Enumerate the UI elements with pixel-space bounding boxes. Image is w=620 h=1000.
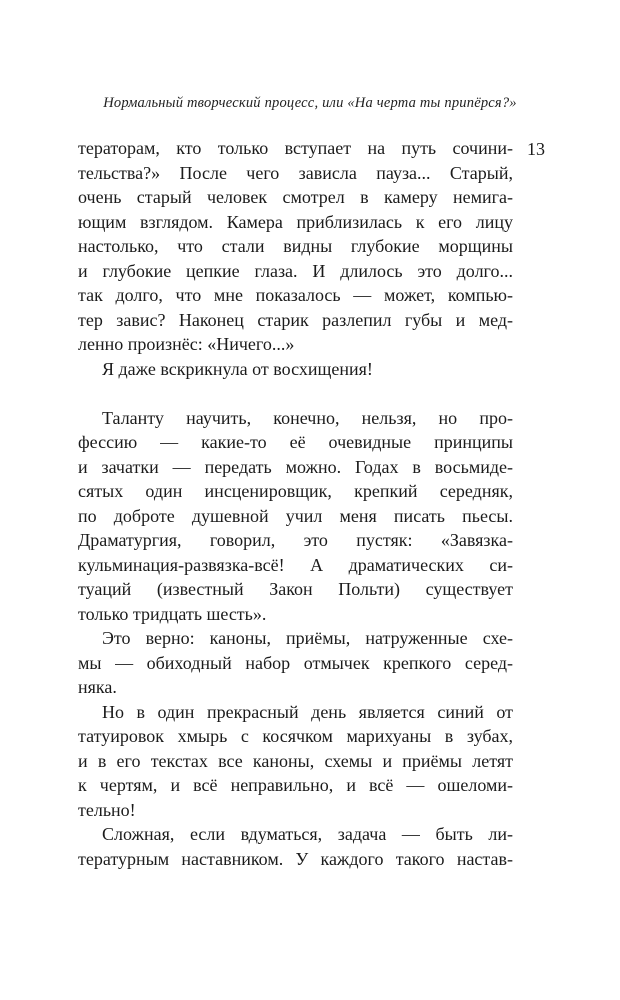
- text-line: тельства?» После чего зависла пауза... Старый,: [78, 162, 513, 183]
- text-line: тельно!: [78, 799, 136, 820]
- text-line: ленно произнёс: «Ничего...»: [78, 334, 295, 354]
- running-header: Нормальный творческий процесс, или «На черта ты припёрся?»: [103, 95, 517, 111]
- text-line: тературным наставником. У каждого такого настав-: [78, 848, 513, 869]
- paragraph: [78, 700, 513, 823]
- text-line: сятых один инсценировщик, крепкий середняк,: [78, 481, 513, 501]
- text-line: фессию — какие-то её очевидные принципы: [78, 432, 513, 452]
- text-line: Это верно: каноны, приёмы, натруженные схе-: [102, 628, 513, 648]
- text-line: кульминация-развязка-всё! А драматических си-: [78, 554, 513, 575]
- text-line: Но в один прекрасный день является синий от: [102, 701, 513, 722]
- paragraph: [78, 406, 513, 627]
- text-line: так долго, что мне показалось — может, компью-: [78, 285, 513, 305]
- text-line: Сложная, если вдуматься, задача — быть ли-: [102, 824, 513, 844]
- paragraph: [78, 822, 513, 871]
- text-line: и в его текстах все каноны, схемы и приёмы летят: [78, 750, 513, 771]
- text-line: тер завис? Наконец старик разлепил губы и мед-: [78, 309, 513, 330]
- text-line: няка.: [78, 677, 117, 697]
- text-line: татуировок хмырь с косячком марихуаны в зубах,: [78, 726, 513, 746]
- text-line: и глубокие цепкие глаза. И длилось это долго...: [78, 260, 513, 281]
- text-line: к чертям, и всё неправильно, и всё — ошеломи-: [78, 775, 513, 795]
- paragraph: [78, 136, 513, 357]
- page-number: 13: [527, 139, 545, 159]
- text-line: настолько, что стали видны глубокие морщины: [78, 236, 513, 256]
- paragraph: [78, 357, 513, 382]
- paragraph: [78, 626, 513, 700]
- text-line: тераторам, кто только вступает на путь сочини-: [78, 138, 513, 158]
- text-line: ющим взглядом. Камера приблизилась к его лицу: [78, 211, 513, 232]
- text-line: туаций (известный Закон Польти) существует: [78, 579, 513, 599]
- text-line: Таланту научить, конечно, нельзя, но про-: [102, 407, 513, 428]
- text-line: только тридцать шесть».: [78, 603, 267, 624]
- text-line: мы — обиходный набор отмычек крепкого серед-: [78, 652, 513, 673]
- text-line: по доброте душевной учил меня писать пьесы.: [78, 505, 513, 526]
- text-line: Драматургия, говорил, это пустяк: «Завязка-: [78, 530, 513, 550]
- text-line: и зачатки — передать можно. Годах в восьмиде-: [78, 456, 513, 477]
- text-line: очень старый человек смотрел в камеру немига-: [78, 187, 513, 207]
- text-line: Я даже вскрикнула от восхищения!: [102, 358, 373, 379]
- body-text: [78, 136, 513, 871]
